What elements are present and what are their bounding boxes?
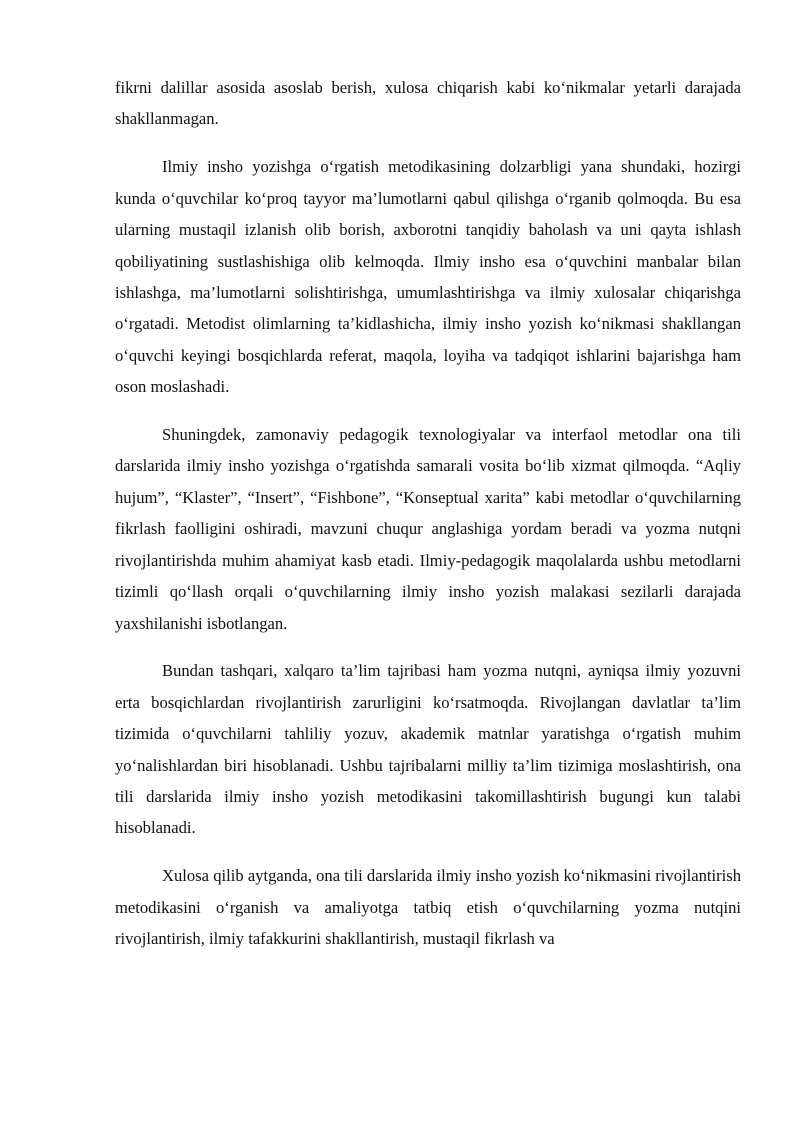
- paragraph-international-experience: Bundan tashqari, xalqaro ta’lim tajribasi ham yozma nutqni, ayniqsa ilmiy yozuvni erta bosqichlardan rivojlantirish zarurligini ko‘rsatmoqda. Rivojlangan davlatlar ta’lim tizimida o‘quvchilarni tahliliy yozuv, akademik matnlar yaratishga o‘rgatish muhim yo‘nalishlardan biri hisoblanadi. Ushbu tajribalarni milliy ta’lim tizimiga moslashtirish, ona tili darslarida ilmiy insho yozish metodikasini takomillashtirish bugungi kun talabi hisoblanadi.: [115, 661, 741, 838]
- document-page: [115, 72, 741, 971]
- paragraph-relevance: Ilmiy insho yozishga o‘rgatish metodikasining dolzarbligi yana shundaki, hozirgi kunda o‘quvchilar ko‘proq tayyor ma’lumotlarni qabul qilishga o‘rganib qolmoqda. Bu esa ularning mustaqil izlanish olib borish, axborotni tanqidiy baholash va uni qayta ishlash qobiliyatining sustlashishiga olib kelmoqda. Ilmiy insho esa o‘quvchini manbalar bilan ishlashga, ma’lumotlarni solishtirishga, umumlashtirishga va ilmiy xulosalar chiqarishga o‘rgatadi. Metodist olimlarning ta’kidlashicha, ilmiy insho yozish ko‘nikmasi shakllangan o‘quvchi keyingi bosqichlarda referat, maqola, loyiha va tadqiqot ishlarini bajarishga ham oson moslashadi.: [115, 157, 741, 397]
- paragraph-interactive-methods: Shuningdek, zamonaviy pedagogik texnologiyalar va interfaol metodlar ona tili darslarida ilmiy insho yozishga o‘rgatishda samarali vosita bo‘lib xizmat qilmoqda. “Aqliy hujum”, “Klaster”, “Insert”, “Fishbone”, “Konseptual xarita” kabi metodlar o‘quvchilarning fikrlash faolligini oshiradi, mavzuni chuqur anglashiga yordam beradi va yozma nutqni rivojlantirishda muhim ahamiyat kasb etadi. Ilmiy-pedagogik maqolalarda ushbu metodlarni tizimli qo‘llash orqali o‘quvchilarning ilmiy insho yozish malakasi sezilarli darajada yaxshilanishi isbotlangan.: [115, 425, 741, 633]
- paragraph-conclusion: Xulosa qilib aytganda, ona tili darslarida ilmiy insho yozish ko‘nikmasini rivojlantirish metodikasini o‘rganish va amaliyotga tatbiq etish o‘quvchilarning yozma nutqini rivojlantirish, ilmiy tafakkurini shakllantirish, mustaqil fikrlash va: [115, 866, 741, 949]
- paragraph-continuation: fikrni dalillar asosida asoslab berish, xulosa chiqarish kabi ko‘nikmalar yetarli darajada shakllanmagan.: [115, 78, 741, 129]
